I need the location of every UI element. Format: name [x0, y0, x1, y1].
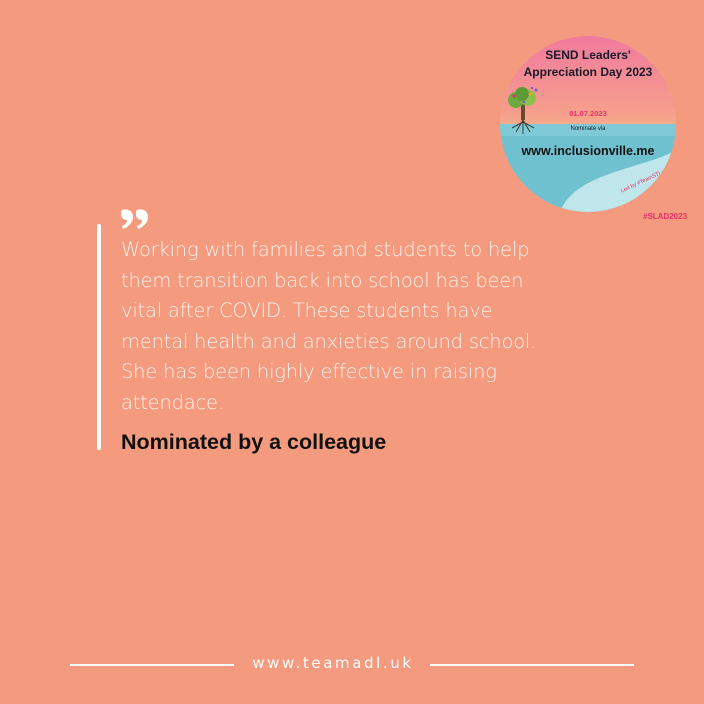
footer-divider-right: [430, 664, 634, 666]
hashtag: #SLAD2023: [643, 212, 688, 221]
footer-url[interactable]: www.teamadl.uk: [252, 654, 414, 672]
badge-title-line1: SEND Leaders': [545, 48, 631, 62]
attribution: Nominated by a colleague: [121, 430, 387, 454]
badge-led-by: Led by #TeamSTL: [620, 170, 663, 195]
badge-title-line2: Appreciation Day 2023: [523, 65, 653, 79]
quote-mark-icon: [120, 208, 150, 230]
quote-bar: [97, 224, 101, 450]
badge-nominate-label: Nominate via: [570, 126, 606, 132]
badge-date: 01.07.2023: [569, 109, 607, 118]
event-badge: [500, 36, 676, 212]
badge-url: www.inclusionville.me: [521, 144, 655, 158]
footer-divider-left: [70, 664, 234, 666]
quote-text: Working with families and students to help them transition back into school has been vital after COVID. These students have mental health and anxieties around school. She has been highly effective in raising attendace.: [121, 238, 537, 414]
